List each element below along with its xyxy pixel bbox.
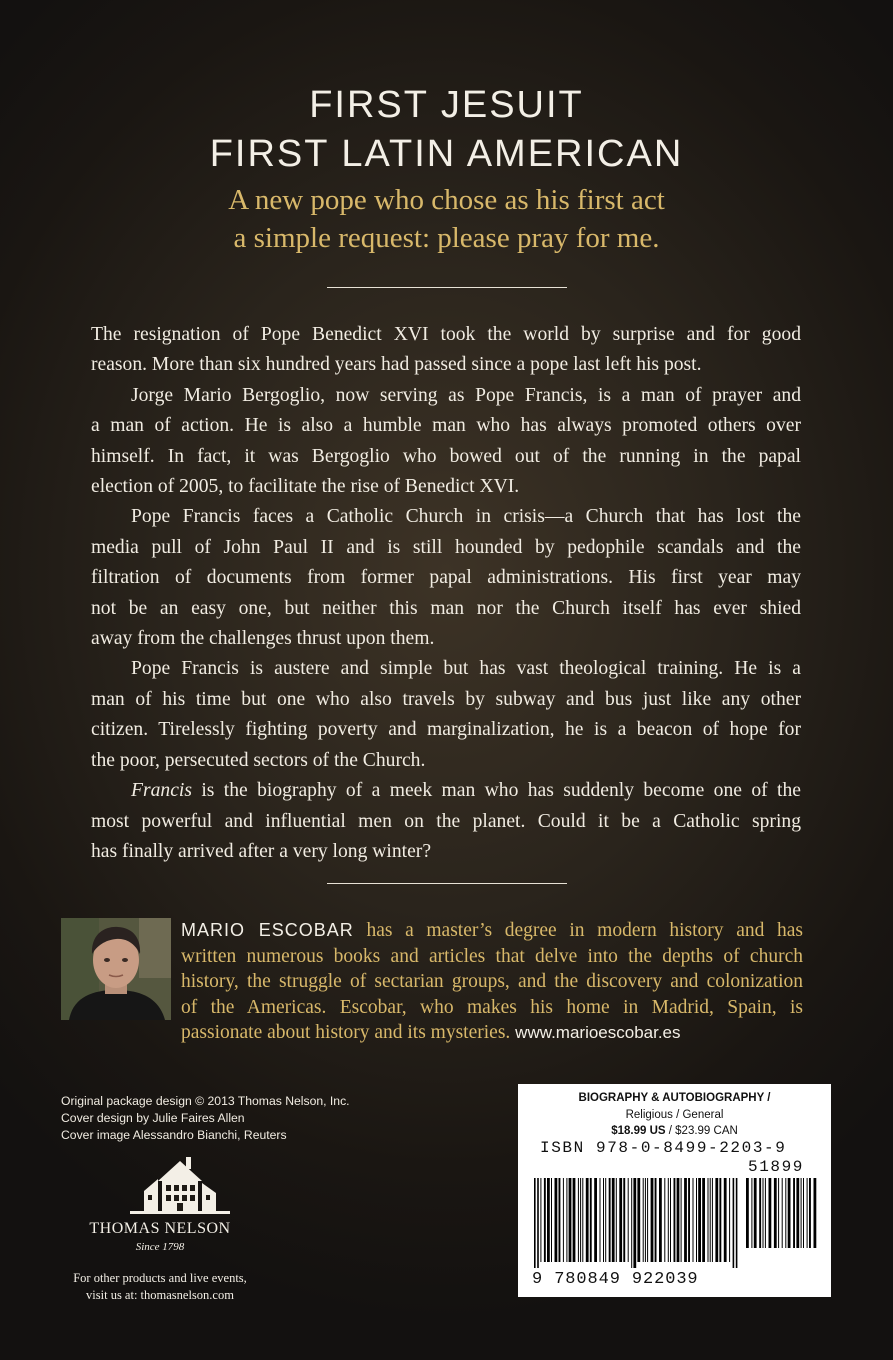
barcode-bar (782, 1178, 783, 1248)
barcode-bar (793, 1178, 795, 1248)
barcode-bar (765, 1178, 766, 1248)
barcode-bar (551, 1178, 552, 1262)
barcode-box (518, 1084, 831, 1297)
bio-line: of the Americas. Escobar, who makes his home in Madrid, Spain, is (181, 996, 803, 1018)
barcode-bar (785, 1178, 786, 1248)
barcode-bar (603, 1178, 604, 1262)
blurb-line: election of 2005, to facilitate the rise of Benedict XVI. (91, 476, 520, 498)
barcode-bar (710, 1178, 711, 1262)
barcode-bar (809, 1178, 811, 1248)
barcode-bar (559, 1178, 561, 1262)
barcode-bar (616, 1178, 617, 1262)
barcode-bar (534, 1178, 536, 1268)
barcode-bar (803, 1178, 804, 1248)
blurb-line: has finally arrived after a very long winter? (91, 840, 432, 862)
barcode-bar (664, 1178, 665, 1262)
barcode-bar (647, 1178, 648, 1262)
blurb-paragraph (91, 320, 801, 381)
blurb-paragraph (91, 654, 801, 776)
barcode-bar (763, 1178, 764, 1248)
bio-text: passionate about history and its mysteries. (181, 1022, 516, 1044)
blurb-line: a man of action. He is also a humble man who has always promoted others over (91, 415, 801, 437)
barcode-bar (540, 1178, 541, 1262)
divider-bottom (327, 883, 567, 884)
author-photo (61, 918, 171, 1020)
price-can: / $23.99 CAN (665, 1125, 738, 1137)
author-website-link[interactable]: www.marioescobar.es (515, 1023, 681, 1043)
barcode-bar (590, 1178, 592, 1262)
barcode-bar (643, 1178, 644, 1262)
barcode-bar (586, 1178, 589, 1262)
blurb-text (91, 320, 801, 867)
credit-line: Original package design © 2013 Thomas Nelson, Inc. (61, 1094, 350, 1108)
barcode-bar (566, 1178, 567, 1262)
barcode-bar (651, 1178, 654, 1262)
barcode-bar (712, 1178, 713, 1262)
barcode-bar (623, 1178, 625, 1262)
barcode-bar (637, 1178, 640, 1262)
barcode-bar (681, 1178, 682, 1262)
barcode-bar (788, 1178, 791, 1248)
price-us: $18.99 US (611, 1125, 666, 1137)
headline-line-1: FIRST JESUIT (309, 84, 584, 126)
blurb-line: filtration of documents from former papal administrations. His first year may (91, 567, 801, 589)
barcode-bar (659, 1178, 662, 1262)
barcode-bar (633, 1178, 636, 1268)
barcode-bar (594, 1178, 597, 1262)
barcode-bar (547, 1178, 550, 1262)
barcode-bar (670, 1178, 671, 1262)
barcode-bar (537, 1178, 539, 1268)
price-label (518, 1125, 831, 1137)
author-portrait-image (61, 918, 171, 1020)
ean-number: 9 780849 922039 (532, 1270, 699, 1289)
price-addon-code: 51899 (748, 1158, 805, 1176)
blurb-line: Pope Francis is austere and simple but has vast theological training. He is a (131, 658, 801, 680)
barcode-bar (555, 1178, 558, 1262)
barcode-bar (736, 1178, 738, 1268)
promo-line: For other products and live events, (73, 1271, 247, 1285)
barcode-bar (612, 1178, 615, 1262)
promo-link[interactable]: visit us at: thomasnelson.com (86, 1288, 234, 1302)
barcode-bar (619, 1178, 622, 1262)
barcode-bar (569, 1178, 572, 1262)
blurb-paragraph (91, 502, 801, 654)
barcode-bar (631, 1178, 632, 1268)
barcode-bar (582, 1178, 583, 1262)
barcode-bar (578, 1178, 579, 1262)
blurb-line: the poor, persecuted sectors of the Church. (91, 749, 426, 771)
barcode-bar (645, 1178, 646, 1262)
barcode-bar (677, 1178, 680, 1262)
credit-line: Cover design by Julie Faires Allen (61, 1111, 245, 1125)
barcode-bar (754, 1178, 757, 1248)
barcode-bar (724, 1178, 727, 1262)
bio-text: has a master’s degree in modern history and has (353, 920, 803, 941)
barcode-bar (600, 1178, 601, 1262)
barcode-bar (684, 1178, 687, 1262)
publisher-since: Since 1798 (135, 1241, 185, 1253)
blurb-line: man of his time but one who also travels by subway and bus just like any other (91, 688, 801, 710)
tagline-line-2: a simple request: please pray for me. (233, 222, 660, 254)
barcode-bar (544, 1178, 546, 1262)
barcode-bar (759, 1178, 761, 1248)
barcode-bar (801, 1178, 802, 1248)
barcode-bar (796, 1178, 799, 1248)
isbn-label: ISBN 978-0-8499-2203-9 (540, 1139, 787, 1157)
barcode-bar (774, 1178, 777, 1248)
bio-line: written numerous books and articles that delve into the depths of church (181, 945, 803, 967)
bisac-subcategory: Religious / General (625, 1109, 724, 1121)
barcode-bar (609, 1178, 611, 1262)
barcode-bar (746, 1178, 749, 1248)
tagline-line-1: A new pope who chose as his first act (228, 184, 665, 216)
barcode-bar (605, 1178, 606, 1262)
publisher-name: THOMAS NELSON (89, 1220, 231, 1237)
barcode-bar (655, 1178, 657, 1262)
barcode-bar (628, 1178, 629, 1262)
author-name: MARIO ESCOBAR (181, 920, 354, 940)
book-title: Francis (131, 780, 192, 802)
barcode-bar (769, 1178, 772, 1248)
author-bio (181, 918, 803, 1046)
divider-top (327, 287, 567, 288)
barcode-bar (807, 1178, 808, 1248)
blurb-line: media pull of John Paul II and is still hounded by pedophile scandals and the (91, 536, 801, 558)
barcode-bar (668, 1178, 669, 1262)
blurb-line (91, 776, 801, 806)
barcode-bar (580, 1178, 581, 1262)
blurb-paragraph (91, 776, 801, 867)
barcode-bar (674, 1178, 676, 1262)
barcode-bar (719, 1178, 721, 1262)
bio-line (181, 1020, 803, 1046)
bio-line: history, the struggle of sectarian groups, and the discovery and colonization (181, 971, 803, 993)
barcode-bar (696, 1178, 697, 1262)
blurb-line-rest: is the biography of a meek man who has suddenly become one of the (191, 780, 801, 802)
blurb-paragraph (91, 381, 801, 503)
blurb-line: himself. In fact, it was Bergoglio who bowed out of the running in the papal (91, 445, 801, 467)
bisac-category: BIOGRAPHY & AUTOBIOGRAPHY / (578, 1092, 771, 1104)
barcode-bar (778, 1178, 779, 1248)
publisher-promo (40, 1270, 280, 1304)
blurb-line: not be an easy one, but neither this man nor the Church itself has ever shied (91, 597, 801, 619)
blurb-line: away from the challenges thrust upon them. (91, 628, 435, 650)
barcode-bar (715, 1178, 718, 1262)
blurb-line: Pope Francis faces a Catholic Church in crisis—a Church that has lost the (131, 506, 801, 528)
cover-credits (61, 1093, 350, 1144)
bio-line (181, 918, 803, 944)
barcode-bar (733, 1178, 735, 1268)
barcode-bar (702, 1178, 705, 1262)
barcode-bar (814, 1178, 817, 1248)
blurb-line: Jorge Mario Bergoglio, now serving as Pope Francis, is a man of prayer and (131, 384, 801, 406)
barcode-bar (563, 1178, 564, 1262)
blurb-line: reason. More than six hundred years had passed since a pope last left his post. (91, 354, 702, 376)
isbn-barcode (532, 1178, 822, 1270)
blurb-line: most powerful and influential men on the planet. Could it be a Catholic spring (91, 810, 801, 832)
blurb-line: The resignation of Pope Benedict XVI took the world by surprise and for good (91, 324, 801, 345)
thomas-nelson-house-logo (90, 1155, 270, 1217)
barcode-bar (693, 1178, 694, 1262)
barcode-bar (698, 1178, 701, 1262)
barcode-bar (573, 1178, 576, 1262)
barcode-bar (751, 1178, 752, 1248)
blurb-line: citizen. Tirelessly fighting poverty and marginalization, he is a beacon of hope for (91, 719, 801, 741)
headline-line-2: FIRST LATIN AMERICAN (209, 133, 684, 175)
barcode-bar (708, 1178, 709, 1262)
barcode-bar (688, 1178, 690, 1262)
barcode-bar (729, 1178, 730, 1262)
credit-line: Cover image Alessandro Bianchi, Reuters (61, 1128, 287, 1142)
